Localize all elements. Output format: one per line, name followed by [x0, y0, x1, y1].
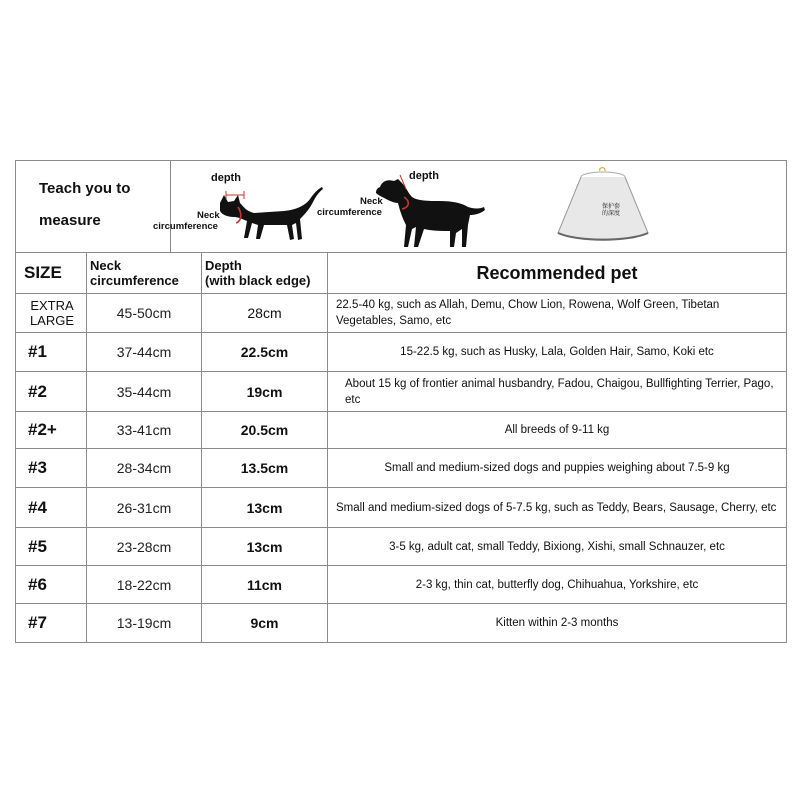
pet-cell: 15-22.5 kg, such as Husky, Lala, Golden Hair, Samo, Koki etc: [400, 346, 714, 358]
measure-guide-header: [16, 161, 786, 253]
dog-silhouette-icon: [372, 173, 487, 251]
neck-cell: 37-44cm: [87, 333, 202, 371]
neck-cell: 23-28cm: [87, 528, 202, 565]
size-line-1: EXTRA: [30, 298, 74, 313]
depth-cell: 13cm: [202, 488, 328, 527]
neck-header-line-1: Neck: [90, 258, 122, 273]
pet-column-header: Recommended pet: [476, 262, 638, 283]
pet-cell: 22.5-40 kg, such as Allah, Demu, Chow Lion, Rowena, Wolf Green, Tibetan Vegetables, Samo, etc: [336, 299, 720, 327]
neck-cell: 28-34cm: [87, 449, 202, 487]
size-cell: #2+: [16, 412, 87, 448]
neck-cell: 26-31cm: [87, 488, 202, 527]
table-row: [16, 412, 786, 449]
depth-cell: 28cm: [202, 294, 328, 332]
size-line-2: LARGE: [29, 313, 75, 328]
table-row: [16, 294, 786, 333]
title-line-1: Teach you to: [39, 180, 131, 197]
depth-column-header: [202, 253, 328, 293]
size-column-header: SIZE: [16, 253, 87, 293]
cat-depth-label: depth: [211, 172, 241, 184]
depth-cell: 11cm: [202, 566, 328, 603]
dog-neck-label: Neck: [360, 196, 383, 207]
pet-cell: Small and medium-sized dogs of 5-7.5 kg, such as Teddy, Bears, Sausage, Cherry, etc: [336, 501, 777, 514]
size-cell: #4: [16, 488, 87, 527]
table-row: [16, 604, 786, 642]
pet-cell: Kitten within 2-3 months: [495, 617, 619, 629]
size-cell: #5: [16, 528, 87, 565]
size-cell: #3: [16, 449, 87, 487]
table-row: [16, 372, 786, 412]
table-row: [16, 449, 786, 488]
depth-cell: 13cm: [202, 528, 328, 565]
pet-cell: About 15 kg of frontier animal husbandry, Fadou, Chaigou, Bullfighting Terrier, Pago, etc: [345, 377, 774, 406]
table-row: [16, 488, 786, 528]
dog-circumference-label: circumference: [317, 207, 382, 218]
table-row: [16, 528, 786, 566]
pet-cell: 2-3 kg, thin cat, butterfly dog, Chihuahua, Yorkshire, etc: [415, 578, 699, 591]
size-cell: #7: [16, 604, 87, 642]
neck-cell: 13-19cm: [87, 604, 202, 642]
depth-cell: 22.5cm: [202, 333, 328, 371]
depth-cell: 19cm: [202, 372, 328, 411]
depth-header-line-2: (with black edge): [205, 273, 311, 288]
table-row: [16, 566, 786, 604]
size-cell: [16, 294, 87, 332]
depth-header-line-1: Depth: [205, 258, 242, 273]
neck-column-header: [87, 253, 202, 293]
size-cell: #2: [16, 372, 87, 411]
pet-cell: All breeds of 9-11 kg: [504, 424, 610, 436]
cone-depth-text-1: 保护套: [602, 204, 621, 210]
neck-cell: 45-50cm: [87, 294, 202, 332]
neck-cell: 18-22cm: [87, 566, 202, 603]
size-cell: #6: [16, 566, 87, 603]
dog-depth-label: depth: [409, 170, 439, 182]
cone-depth-text-2: 的深度: [602, 211, 621, 217]
measure-guide-title: [16, 161, 171, 252]
cat-silhouette-icon: [212, 181, 327, 246]
depth-cell: 13.5cm: [202, 449, 328, 487]
title-line-2: measure: [39, 212, 101, 229]
column-header-row: [16, 253, 786, 294]
size-cell: #1: [16, 333, 87, 371]
depth-cell: 20.5cm: [202, 412, 328, 448]
pet-cell: 3-5 kg, adult cat, small Teddy, Bixiong, Xishi, small Schnauzer, etc: [389, 540, 725, 553]
cat-neck-label: Neck: [197, 210, 220, 221]
size-chart-table: [15, 160, 787, 643]
neck-cell: 33-41cm: [87, 412, 202, 448]
table-row: [16, 333, 786, 372]
neck-cell: 35-44cm: [87, 372, 202, 411]
neck-header-line-2: circumference: [90, 273, 179, 288]
depth-cell: 9cm: [202, 604, 328, 642]
cat-circumference-label: circumference: [153, 221, 218, 232]
pet-cell: Small and medium-sized dogs and puppies weighing about 7.5-9 kg: [384, 462, 730, 474]
